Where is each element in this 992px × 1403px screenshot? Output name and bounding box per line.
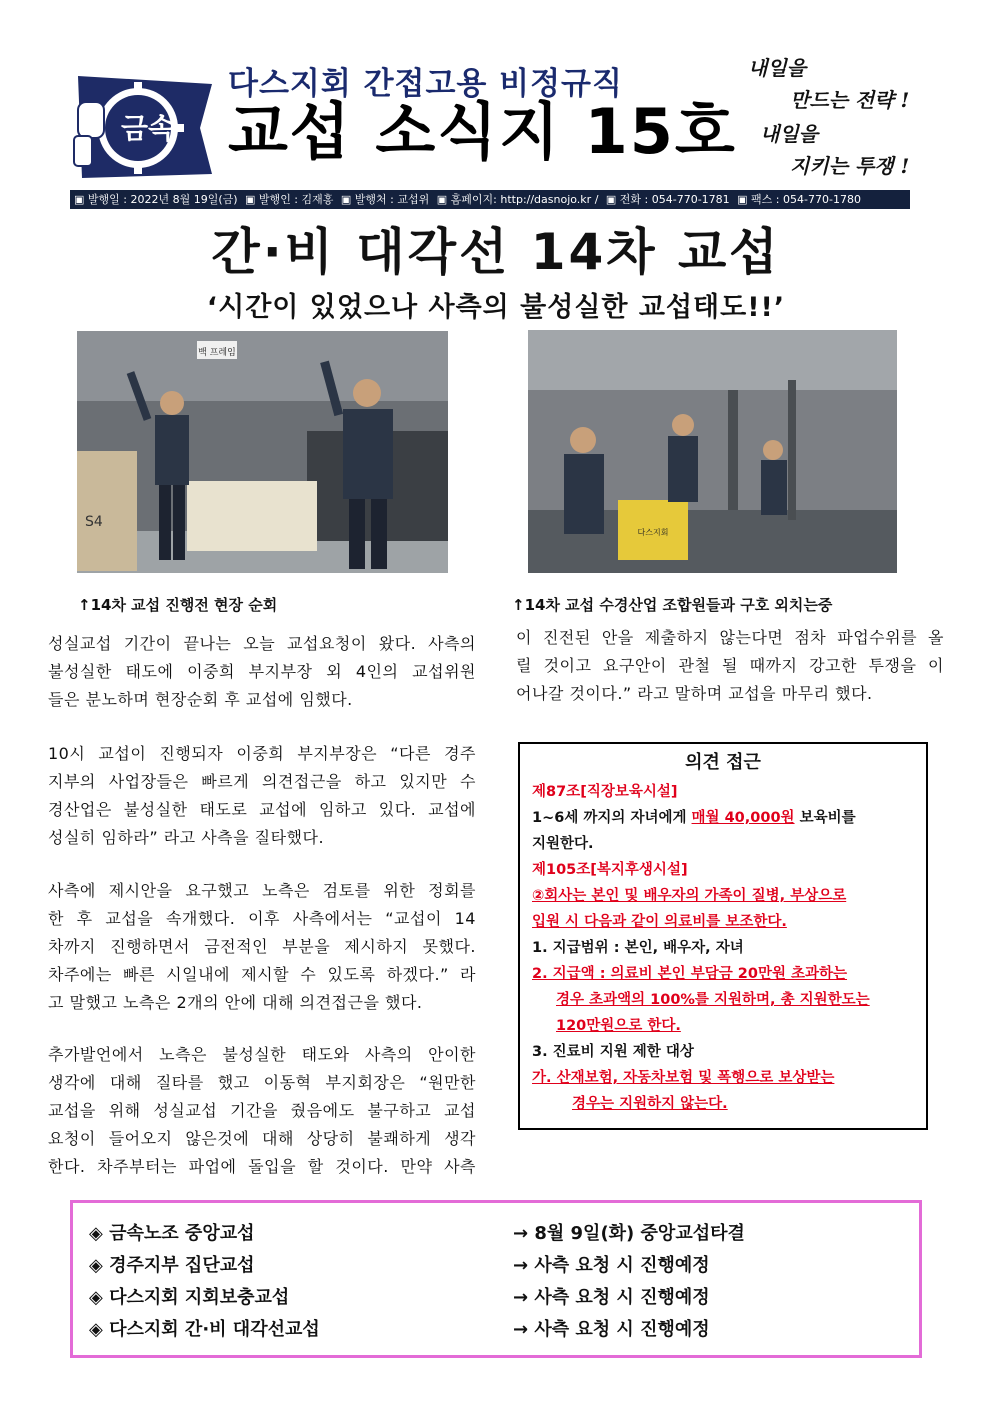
article-105-item-3a-line-2: 경우는 지원하지 않는다.	[572, 1096, 728, 1112]
fax: ▣ 팩스 : 054-770-1780	[737, 193, 861, 206]
phone: ▣ 전화 : 054-770-1781	[605, 193, 730, 206]
article-105-item-2-line-1: 2. 지급액 : 의료비 본인 부담금 20만원 초과하는	[532, 966, 848, 982]
issuer: ▣ 발행처 : 교섭위	[340, 193, 430, 206]
article-87-title: 제87조[직장보육시설]	[532, 784, 678, 800]
text-line: 지부의 사업장들은 빠르게 의견접근을 하고 있지만 수	[48, 772, 476, 791]
issue-date: ▣ 발행일 : 2022년 8월 19일(금)	[74, 193, 238, 206]
photo-crate-text: 다스지회	[637, 528, 669, 537]
article-paragraph-continued	[516, 624, 944, 708]
text-line: 성실히 임하라” 라고 사측을 질타했다.	[48, 828, 325, 847]
article-105-title: 제105조[복지후생시설]	[532, 862, 688, 878]
text-line: 한 후 교섭을 속개했다. 이후 사측에서는 “교섭이 14	[48, 909, 476, 928]
photo-box-text: S4	[85, 514, 103, 530]
text-line: 경산업은 불성실한 태도로 교섭에 임하고 있다. 교섭에	[48, 800, 476, 819]
schedule-status-supplementary: → 사측 요청 시 진행예정	[513, 1287, 710, 1308]
article-105-item-3: 3. 진료비 지원 제한 대상	[532, 1044, 694, 1060]
text-line: 어나갈 것이다.” 라고 말하며 교섭을 마무리 했다.	[516, 684, 873, 703]
headline: 간·비 대각선 14차 교섭	[211, 223, 781, 281]
union-logo	[70, 66, 220, 191]
homepage-link[interactable]: ▣ 홈페이지: http://dasnojo.kr /	[436, 193, 599, 206]
schedule-label-central: ◈ 금속노조 중앙교섭	[89, 1223, 255, 1244]
negotiation-schedule	[70, 1200, 922, 1358]
schedule-label-supplementary: ◈ 다스지회 지회보충교섭	[89, 1287, 290, 1308]
highlight-amount: 매월 40,000원	[691, 810, 795, 826]
text-line: 10시 교섭이 진행되자 이중희 부지부장은 “다른 경주	[48, 744, 476, 763]
newsletter-subtitle: 다스지회 간접고용 비정규직	[228, 66, 623, 102]
schedule-status-central: → 8월 9일(화) 중앙교섭타결	[513, 1223, 745, 1244]
article-paragraph-1	[48, 630, 476, 714]
agreement-box	[518, 742, 928, 1130]
text-line: 차주에는 빠른 시일내에 제시할 수 있도록 하겠다.” 라	[48, 965, 476, 984]
article-105-item-2-line-3: 120만원으로 한다.	[556, 1018, 681, 1034]
article-paragraph-4	[48, 1041, 476, 1181]
text-line: 교섭을 위해 성실교섭 기간을 줬음에도 불구하고 교섭	[48, 1101, 476, 1120]
newsletter-title: 교섭 소식지 15호	[228, 95, 737, 168]
left-photo-caption: ↑14차 교섭 진행전 현장 순회	[78, 596, 278, 614]
text-fragment: 1~6세 까지의 자녀에게	[532, 810, 692, 826]
subheadline: ‘시간이 있었으나 사측의 불성실한 교섭태도!!’	[206, 292, 786, 323]
schedule-status-gyeongju: → 사측 요청 시 진행예정	[513, 1255, 710, 1276]
slogan-line-3: 내일을	[760, 122, 818, 146]
agreement-box-title: 의견 접근	[685, 752, 761, 773]
slogan-line-2: 만드는 전략 !	[790, 88, 910, 112]
slogan-line-1: 내일을	[748, 56, 806, 80]
logo-text: 금속	[120, 112, 176, 145]
article-105-item-1: 1. 지급범위 : 본인, 배우자, 자녀	[532, 940, 744, 956]
text-line: 한다. 차주부터는 파업에 돌입을 할 것이다. 만약 사측	[48, 1157, 476, 1176]
article-87-line-2: 지원한다.	[532, 836, 594, 852]
text-line: 차까지 진행하면서 금전적인 부분을 제시하지 못했다.	[48, 937, 476, 956]
text-line: 릴 것이고 요구안이 관철 될 때까지 강고한 투쟁을 이	[516, 656, 944, 675]
publication-info-bar	[70, 190, 910, 209]
article-105-line-2: 입원 시 다음과 같이 의료비를 보조한다.	[532, 914, 787, 930]
schedule-status-diagonal: → 사측 요청 시 진행예정	[513, 1319, 710, 1340]
text-line: 사측에 제시안을 요구했고 노측은 검토를 위한 정회를	[48, 881, 476, 900]
schedule-label-diagonal: ◈ 다스지회 간·비 대각선교섭	[89, 1319, 320, 1340]
photo-sign: 백 프레임	[198, 348, 236, 358]
article-paragraph-3	[48, 877, 476, 1017]
photo-site-tour	[77, 331, 448, 573]
text-line: 불성실한 태도에 이중희 부지부장 외 4인의 교섭위원	[48, 662, 476, 681]
publisher: ▣ 발행인 : 김재홍	[245, 193, 334, 206]
schedule-label-gyeongju: ◈ 경주지부 집단교섭	[89, 1255, 255, 1276]
slogan-line-4: 지키는 투쟁 !	[790, 154, 910, 178]
article-105-item-3a-line-1: 가. 산재보험, 자동차보험 및 폭행으로 보상받는	[532, 1070, 835, 1086]
text-line: 성실교섭 기간이 끝나는 오늘 교섭요청이 왔다. 사측의	[48, 634, 476, 653]
photo-chanting	[528, 330, 897, 573]
text-line: 추가발언에서 노측은 불성실한 태도와 사측의 안이한	[48, 1045, 476, 1064]
text-line: 생각에 대해 질타를 했고 이동혁 부지회장은 “원만한	[48, 1073, 476, 1092]
right-photo-caption: ↑14차 교섭 수경산업 조합원들과 구호 외치는중	[512, 596, 833, 614]
text-line: 이 진전된 안을 제출하지 않는다면 점차 파업수위를 올	[516, 628, 944, 647]
text-line: 고 말했고 노측은 2개의 안에 대해 의견접근을 했다.	[48, 993, 423, 1012]
text-fragment: 보육비를	[794, 810, 856, 826]
article-paragraph-2	[48, 740, 476, 852]
article-87-line-1	[532, 806, 856, 827]
text-line: 들은 분노하며 현장순회 후 교섭에 임했다.	[48, 690, 353, 709]
text-line: 요청이 들어오지 않은것에 대해 상당히 불쾌하게 생각	[48, 1129, 476, 1148]
article-105-item-2-line-2: 경우 초과액의 100%를 지원하며, 총 지원한도는	[556, 992, 870, 1008]
article-105-line-1: ②회사는 본인 및 배우자의 가족이 질병, 부상으로	[532, 888, 847, 904]
